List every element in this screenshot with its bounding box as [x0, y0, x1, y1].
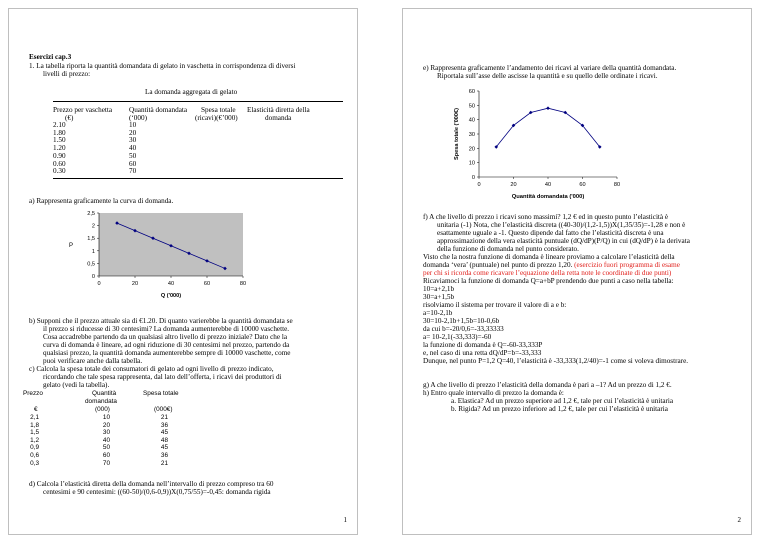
body-line: e, nel caso di una retta dQ/dP=b=-33,333 [423, 349, 542, 357]
t2-header-qty-1: Quantità [92, 390, 117, 397]
header-elast-2: domanda [265, 114, 292, 122]
c1-ytick-label: 1 [91, 248, 95, 255]
c1-ytick-label: 0 [91, 274, 95, 280]
t2-header-price: Prezzo [23, 390, 43, 397]
t2-header-qty-3: (000) [95, 406, 110, 413]
t2-spend-cell: 36 [160, 451, 168, 459]
c1-xtick-label: 80 [239, 281, 247, 287]
t2-spend-cell: 21 [160, 414, 168, 421]
price-cell: 1.80 [53, 128, 66, 137]
header-price-1: Prezzo per vaschetta [53, 106, 113, 114]
c2-ytick-label: 0 [471, 175, 475, 181]
question-d-line-2: centesimi e 90 centesimi: ((60-50)/(0,6-0,9))X(0,75/55)=-0,45: domanda rigida [43, 488, 271, 496]
c2-xtick-label: 40 [544, 182, 552, 188]
quantity-cell: 50 [129, 151, 137, 160]
t2-header-spend: Spesa totale [143, 390, 179, 397]
intro-line-2: livelli di prezzo: [43, 70, 91, 78]
question-f-line-3: esattamente uguale a -1. Questo dipende dal fatto che l’elasticità discreta è una [437, 229, 664, 237]
t2-spend-cell: 36 [160, 421, 168, 429]
page-2 [402, 8, 752, 535]
header-price-2: (€) [65, 114, 74, 122]
c1-xtick-label: 20 [131, 281, 139, 287]
c1-ytick-label: 0,5 [87, 261, 95, 268]
c2-xtick-label: 80 [613, 182, 621, 188]
body-line: 30=a+1,5b [423, 293, 455, 301]
t2-price-cell: 0,3 [30, 459, 39, 467]
t2-header-qty-2: domandata [85, 398, 117, 405]
header-spend-2: (ricavi)(€’000) [195, 114, 238, 122]
body-line-text: domanda ‘vera’ (puntuale) nel punto di prezzo 1,20. [423, 261, 575, 269]
quantity-column [129, 122, 136, 176]
body-line: Dunque, nel punto P=1,2 Q=40, l’elasticità è -33,333(1,2/40)=-1 come si voleva dimostrare. [423, 357, 689, 365]
c2-ytick-label: 60 [468, 89, 475, 95]
c1-xtick-label: 60 [203, 281, 211, 287]
question-c-line-3: gelato (vedi la tabella). [43, 381, 110, 389]
t2-qty-cell: 20 [102, 421, 110, 429]
price-cell: 0.60 [53, 159, 66, 168]
t2-qty-cell: 40 [102, 436, 110, 444]
price-cell: 1.20 [53, 144, 66, 153]
question-b-line-3: Cosa accadrebbe partendo da un qualsiasi altro livello di prezzo iniziale? Dato che la [43, 333, 288, 341]
question-b-line-1: b) Supponi che il prezzo attuale sia di €1.20. Di quanto varierebbe la quantità domandata se [29, 317, 293, 325]
table-title: La domanda aggregata di gelato [145, 88, 238, 96]
quantity-cell: 70 [129, 167, 137, 176]
body-line: risolviamo il sistema per trovare il valore di a e b: [423, 301, 567, 309]
quantity-cell: 10 [129, 121, 137, 129]
exercise-title: Esercizi cap.3 [29, 53, 72, 61]
t2-spend-cell: 21 [160, 459, 168, 467]
body-line: a= 10-2,1(-33,333)=-60 [423, 333, 492, 341]
t2-price-cell: 0,6 [30, 451, 39, 459]
t2-spend-cell: 48 [160, 436, 168, 444]
page-1 [8, 8, 358, 535]
t2-qty-cell: 70 [102, 459, 110, 467]
t2-qty-cell: 60 [102, 451, 110, 459]
c2-ytick-label: 40 [468, 117, 475, 124]
table-top-rule [53, 101, 343, 102]
t2-price-cell: 0,9 [30, 444, 39, 452]
c2-xtick-label: 20 [510, 182, 517, 188]
price-cell: 2.10 [53, 121, 66, 129]
header-qty-1: Quantità domandata [129, 106, 188, 114]
t2-price-cell: 1,8 [30, 421, 39, 429]
question-d-line-1: d) Calcola l’elasticità diretta della domanda nell’intervallo di prezzo compreso tra 60 [29, 480, 274, 488]
c2-ytick-label: 10 [468, 160, 475, 167]
price-cell: 0.90 [53, 151, 66, 160]
page-number-1: 1 [343, 516, 347, 524]
body-line: 30=10-2,1b+1,5b=10-0,6b [423, 317, 500, 325]
t2-qty-cell: 10 [102, 414, 110, 421]
t2-header-euro: € [34, 406, 38, 413]
body-line: 10=a+2,1b [423, 285, 455, 293]
quantity-cell: 20 [129, 128, 137, 137]
question-c-line-1: c) Calcola la spesa totale dei consumatori di gelato ad ogni livello di prezzo indicato, [29, 365, 274, 373]
red-note: (esercizio fuori programma di esame [574, 261, 680, 269]
t2-qty-cell: 30 [102, 429, 110, 437]
question-h-b: b. Rigida? Ad un prezzo inferiore ad 1,2 €, tale per cui l’elasticità è unitaria [451, 405, 668, 413]
c2-xtick-label: 0 [477, 182, 481, 188]
body-line: Visto che la nostra funzione di domanda è lineare proviamo a calcolare l’elasticità della [423, 253, 675, 261]
t2-spend-cell: 45 [160, 429, 168, 437]
t2-spend-cell: 45 [160, 444, 168, 452]
question-b-line-6: puoi verificare anche dalla tabella. [43, 357, 143, 365]
revenue-x-label: Quantità domandata ('000) [511, 194, 585, 200]
header-elast-1: Elasticità diretta della [247, 106, 310, 114]
question-b-line-2: il prezzo si riducesse di 30 centesimi? La domanda aumenterebbe di 10000 vaschette. [43, 325, 290, 333]
question-f-line-1: f) A che livello di prezzo i ricavi sono massimi? 1,2 € ed in questo punto l’elasticità è [423, 213, 669, 221]
body-line: a=10-2,1b [423, 309, 453, 317]
revenue-curve-line [496, 108, 600, 147]
question-h: h) Entro quale intervallo di prezzo la domanda è: [423, 389, 564, 397]
question-f-line-5: della funzione di domanda nel punto considerato. [437, 245, 579, 253]
question-a: a) Rappresenta graficamente la curva di domanda. [29, 197, 174, 205]
price-cell: 0.30 [53, 167, 66, 176]
body-line: la funzione di domanda è Q=-60-33,333P [423, 341, 543, 349]
t2-qty-cell: 50 [102, 444, 110, 452]
t2-price-cell: 1,5 [30, 429, 39, 437]
question-e-line-2: Riportala sull’asse delle ascisse la quantità e su quello delle ordinate i ricavi. [437, 72, 658, 80]
t2-spend-column [151, 414, 168, 467]
body-line: Ricaviamoci la funzione di domanda Q=a+bP prendendo due punti a caso nella tabella: [423, 277, 674, 285]
question-g: g) A che livello di prezzo l’elasticità della domanda è pari a –1? Ad un prezzo di 1,2 €. [423, 381, 672, 389]
quantity-cell: 30 [129, 136, 137, 145]
header-qty-2: (‘000) [129, 114, 147, 122]
c1-xtick-label: 0 [97, 281, 101, 287]
intro-line-1: 1. La tabella riporta la quantità domandata di gelato in vaschetta in corrispondenza di diversi [29, 62, 296, 70]
demand-y-label: P [68, 243, 74, 249]
revenue-y-label: Spesa totale ('000€) [454, 107, 460, 161]
t2-header-spend-2: (000€) [154, 406, 173, 413]
table-bottom-rule [53, 178, 343, 179]
question-f-line-4: approssimazione della vera elasticità puntuale (dQ/dP)(P/Q) in cui (dQ/dP) è la derivata [437, 237, 690, 245]
question-e-line-1: e) Rappresenta graficamente l’andamento dei ricavi al variare della quantità domandata. [423, 64, 677, 72]
t2-price-column [23, 414, 39, 467]
page-number-2: 2 [737, 516, 741, 524]
c2-ytick-label: 50 [468, 103, 475, 110]
quantity-cell: 60 [129, 159, 137, 168]
question-c-line-2: ricordando che tale spesa rappresenta, dal lato dell’offerta, i ricavi dei produttori di [43, 373, 282, 381]
demand-chart [49, 209, 251, 323]
t2-price-cell: 1,2 [30, 436, 39, 444]
price-column [53, 122, 66, 176]
c2-ytick-label: 30 [468, 132, 475, 138]
c1-ytick-label: 2 [91, 223, 95, 230]
c2-ytick-label: 20 [468, 146, 475, 153]
c2-xtick-label: 60 [579, 182, 586, 188]
c1-ytick-label: 1,5 [87, 236, 95, 243]
c1-xtick-label: 40 [167, 281, 175, 287]
question-h-a: a. Elastica? Ad un prezzo superiore ad 1,2 €, tale per cui l’elasticità è unitaria [451, 397, 674, 405]
c1-ytick-label: 2,5 [87, 211, 95, 217]
header-spend-1: Spesa totale [201, 106, 236, 114]
question-b-line-4: curva di domanda è lineare, ad ogni riduzione di 30 centesimi nel prezzo, partendo da [43, 341, 290, 349]
quantity-cell: 40 [129, 144, 137, 153]
t2-qty-column [93, 414, 110, 467]
c2-data-point [546, 106, 550, 110]
t2-price-cell: 2,1 [30, 414, 39, 421]
body-line: da cui b=-20/0,6=-33,33333 [423, 325, 504, 333]
revenue-chart [449, 85, 639, 205]
body-line-red: per chi si ricorda come ricavare l’equazione della retta note le coordinate di due punti) [423, 269, 672, 277]
demand-x-label: Q ('000) [160, 293, 182, 299]
question-b-line-5: qualsiasi prezzo, la quantità domanda aumenterebbe sempre di 10000 vaschette, come [43, 349, 291, 357]
question-f-line-2: unitaria (-1) Nota, che l’elasticità discreta ((40-30)/(1,2-1,5))X(1,35/35)=-1,28 e non è [437, 221, 686, 229]
price-cell: 1.50 [53, 136, 66, 145]
